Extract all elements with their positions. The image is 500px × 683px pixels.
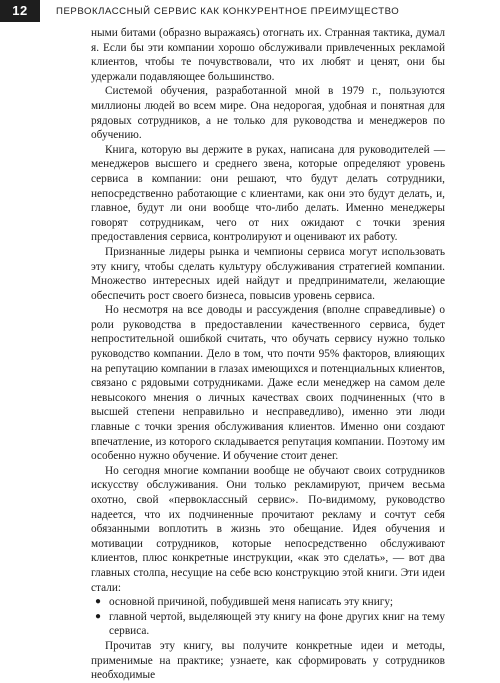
paragraph: Но несмотря на все доводы и рассуждения (вполне справедливые) о роли руководства в предоставлении качественного сервиса, будет непростительной ошибкой считать, что обучать сервису нужно только руководство компании. Дело в том, что почти 95% факторов, влияющих на репутацию компании в глазах имеющихся и потенциальных клиентов, связано с рядовыми сотрудниками. Даже если менеджер на самом деле невысокого мнения о личных качествах своих подчиненных (что в высшей степени неправильно и несправедливо), именно эти люди главные с точки зрения обслуживания клиентов. Именно они создают впечатление, из которого складывается репутация компании. Поэтому им особенно нужно обучение. И обучение стоит денег. bbox=[91, 304, 445, 463]
paragraph: Прочитав эту книгу, вы получите конкретные идеи и методы, применимые на практике; узнаете, как сформировать у сотрудников необходимые bbox=[91, 639, 445, 682]
list-item bbox=[91, 610, 445, 639]
paragraph-continued: ными битами (образно выражаясь) отогнать их. Странная тактика, думал я. Если бы эти компании хорошо обслуживали привлеченных рекламой клиентов, чтобы те почувствовали, что их любят и ценят, они бы удержали подавляющее большинство. bbox=[91, 27, 445, 83]
list-item bbox=[91, 595, 445, 610]
bullet-list bbox=[91, 595, 445, 639]
list-item-text: главной чертой, выделяющей эту книгу на фоне других книг на тему сервиса. bbox=[109, 610, 445, 638]
list-item-text: основной причиной, побудившей меня написать эту книгу; bbox=[109, 596, 394, 609]
running-title: ПЕРВОКЛАССНЫЙ СЕРВИС КАК КОНКУРЕНТНОЕ ПРЕИМУЩЕСТВО bbox=[56, 5, 400, 17]
paragraph: Признанные лидеры рынка и чемпионы сервиса могут использовать эту книгу, чтобы сделать культуру обслуживания стратегией компании. Множество интересных идей найдут и предприниматели, желающие обеспечить рост своего бизнеса, повысив уровень сервиса. bbox=[91, 245, 445, 302]
page-header bbox=[0, 0, 500, 22]
paragraph: Книга, которую вы держите в руках, написана для руководителей — менеджеров высшего и среднего звена, которые определяют уровень сервиса в компании: они решают, что будут делать сотрудники, непосредственно работающие с клиентами, как они это будут делать, и, главное, будут ли они вообще что-либо делать. Именно менеджеры говорят сотрудникам, чего от них ожидают с точки зрения предоставления сервиса, контролируют и оценивают их работу. bbox=[91, 143, 445, 244]
bullet-icon: ● bbox=[95, 596, 102, 608]
page-number: 12 bbox=[0, 0, 40, 22]
paragraph: Системой обучения, разработанной мной в 1979 г., пользуются миллионы людей во всем мире. Она недорогая, удобная и понятная для рядовых сотрудников, а не только для руководства и менеджеров по обучению. bbox=[91, 85, 445, 142]
body-text bbox=[91, 26, 445, 682]
paragraph: Но сегодня многие компании вообще не обучают своих сотрудников искусству обслуживания. Они только рекламируют, причем весьма охотно, свой «первоклассный сервис». По-видимому, руководство надеется, что их подчиненные прочитают рекламу и сочтут себя обязанными воплотить в жизнь это обещание. Идея обучения и мотивации сотрудников, которые непосредственно обслуживают клиентов, плюс конкретные инструкции, «как это сделать», — вот два главных столпа, несущие на себе всю конструкцию этой книги. Эти идеи стали: bbox=[91, 464, 445, 594]
bullet-icon: ● bbox=[95, 610, 102, 622]
